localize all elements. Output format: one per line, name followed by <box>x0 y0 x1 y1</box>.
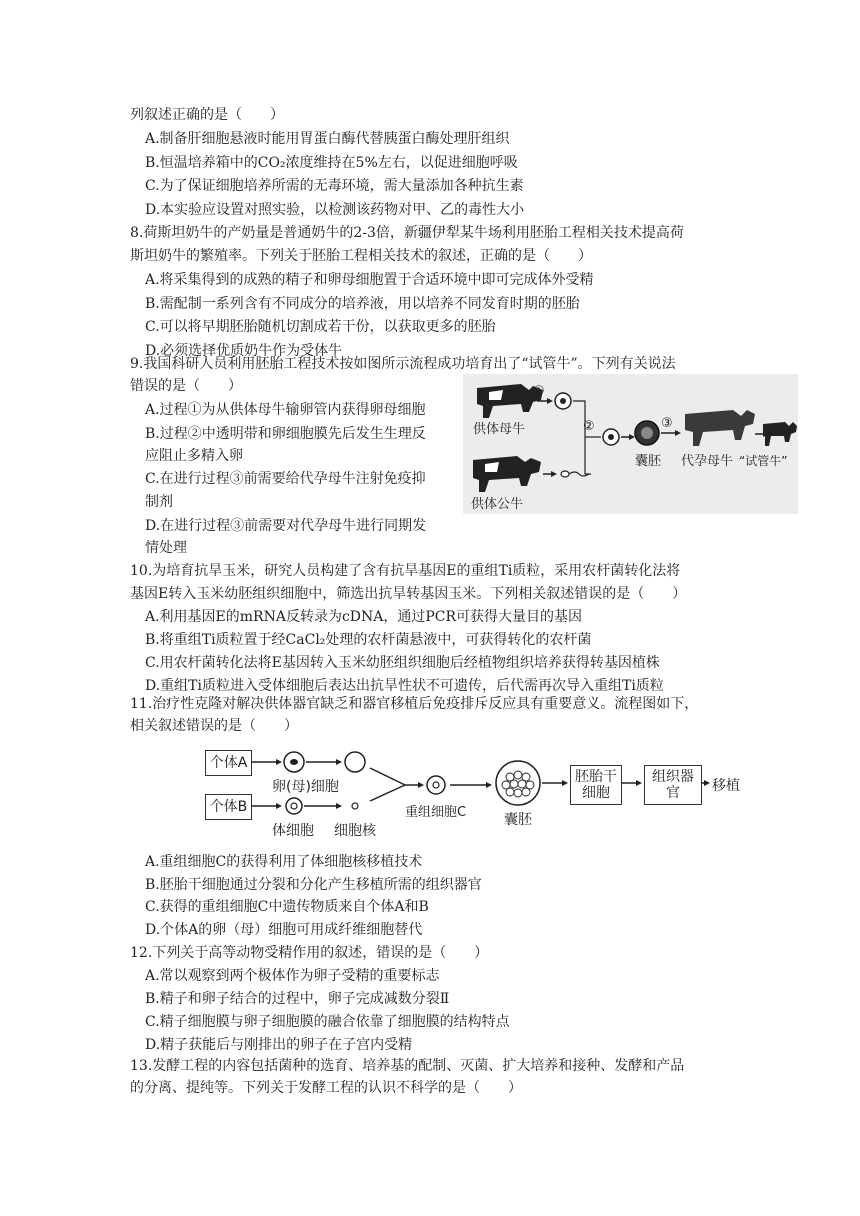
q9-option-a: A.过程①为从供体母牛输卵管内获得卵母细胞 <box>145 402 426 418</box>
q12-option-d: D.精子获能后与刚排出的卵子在子宫内受精 <box>145 1037 413 1053</box>
q11-option-a: A.重组细胞C的获得利用了体细胞核移植技术 <box>145 854 423 870</box>
q13-stem-line1: 13.发酵工程的内容包括菌种的选育、培养基的配制、灭菌、扩大培养和接种、发酵和产品 <box>130 1058 685 1074</box>
q9-option-d-line2: 情处理 <box>145 540 187 556</box>
q8-stem-line1: 8.荷斯坦奶牛的产奶量是普通奶牛的2-3倍，新疆伊犁某牛场利用胚胎工程相关技术提高荷 <box>130 225 684 241</box>
q11-option-b: B.胚胎干细胞通过分裂和分化产生移植所需的组织器官 <box>145 877 482 893</box>
q7-option-a: A.制备肝细胞悬液时能用胃蛋白酶代替胰蛋白酶处理肝组织 <box>145 131 510 147</box>
surrogate-label: 代孕母牛 <box>681 454 734 469</box>
q8-option-b: B.需配制一系列含有不同成分的培养液，用以培养不同发育时期的胚胎 <box>145 296 580 312</box>
nucleus-label: 细胞核 <box>334 823 376 839</box>
q10-stem-line1: 10.为培育抗旱玉米，研究人员构建了含有抗旱基因E的重组Ti质粒，采用农杆菌转化法将 <box>130 563 681 579</box>
nucleus-icon <box>352 803 358 809</box>
step-2-label: ② <box>583 419 595 434</box>
somatic-cell-label: 体细胞 <box>272 823 314 839</box>
surrogate-cow-icon <box>685 410 755 446</box>
step-1-label: ① <box>533 384 545 399</box>
q9-option-b-line1: B.过程②中透明带和卵细胞膜先后发生生理反 <box>145 426 426 442</box>
q12-option-b: B.精子和卵子结合的过程中，卵子完成减数分裂Ⅱ <box>145 991 450 1007</box>
q9-stem-line1: 9.我国科研人员利用胚胎工程技术按如图所示流程成功培育出了“试管牛”。下列有关说法 <box>130 356 676 372</box>
q12-option-c: C.精子细胞膜与卵子细胞膜的融合依靠了细胞膜的结构特点 <box>145 1014 510 1030</box>
q11-stem-line2: 相关叙述错误的是（ ） <box>130 718 298 734</box>
q9-option-b-line2: 应阻止多精入卵 <box>145 448 243 464</box>
q10-option-a: A.利用基因E的mRNA反转录为cDNA，通过PCR可获得大量目的基因 <box>145 609 583 625</box>
q8-option-d: D.必须选择优质奶牛作为受体牛 <box>145 343 343 359</box>
donor-bull-label: 供体公牛 <box>471 497 524 512</box>
q10-stem-line2: 基因E转入玉米幼胚组织细胞中，筛选出抗旱转基因玉米。下列相关叙述错误的是（ ） <box>130 586 687 602</box>
q7-option-d: D.本实验应设置对照实验，以检测该药物对甲、乙的毒性大小 <box>145 202 525 218</box>
oocyte-label: 卵(母)细胞 <box>272 779 339 795</box>
q10-option-d: D.重组Ti质粒进入受体细胞后表达出抗旱性状不可遗传，后代需再次导入重组Ti质粒 <box>145 678 664 694</box>
individual-a-box: 个体A <box>205 750 252 776</box>
q7-stem-tail: 列叙述正确的是（ ） <box>130 107 284 123</box>
tissue-organ-box: 组织器官 <box>644 765 702 805</box>
transplant-label: 移植 <box>712 778 740 794</box>
q11-flow-figure <box>200 743 760 841</box>
q11-option-d: D.个体A的卵（母）细胞可用成纤维细胞替代 <box>145 922 423 938</box>
q12-option-a: A.常以观察到两个极体作为卵子受精的重要标志 <box>145 968 440 984</box>
embryonic-stem-cell-box: 胚胎干细胞 <box>570 765 622 805</box>
individual-b-box: 个体B <box>205 794 252 820</box>
donor-bull-icon <box>473 456 541 492</box>
q9-option-c-line2: 制剂 <box>145 494 173 510</box>
q7-option-c: C.为了保证细胞培养所需的无毒环境，需大量添加各种抗生素 <box>145 178 524 194</box>
q11-option-c: C.获得的重组细胞C中遗传物质来自个体A和B <box>145 899 429 915</box>
q8-option-a: A.将采集得到的成熟的精子和卵母细胞置于合适环境中即可完成体外受精 <box>145 272 594 288</box>
q9-flow-figure <box>463 374 798 514</box>
q10-option-c: C.用农杆菌转化法将E基因转入玉米幼胚组织细胞后经植物组织培养获得转基因植株 <box>145 655 660 671</box>
sperm-icon <box>543 471 589 477</box>
q11-stem-line1: 11.治疗性克隆对解决供体器官缺乏和器官移植后免疫排斥反应具有重要意义。流程图如下， <box>130 696 699 712</box>
enucleated-oocyte-icon <box>345 752 365 772</box>
q7-option-b: B.恒温培养箱中的CO₂浓度维持在5%左右，以促进细胞呼吸 <box>145 155 518 171</box>
donor-cow-label: 供体母牛 <box>473 422 526 437</box>
q9-option-c-line1: C.在进行过程③前需要给代孕母牛注射免疫抑 <box>145 471 426 487</box>
q8-option-c: C.可以将早期胚胎随机切割成若干份，以获取更多的胚胎 <box>145 319 496 335</box>
blastocyst-label: 囊胚 <box>635 454 662 469</box>
step-3-label: ③ <box>661 416 673 431</box>
q10-option-b: B.将重组Ti质粒置于经CaCl₂处理的农杆菌悬液中，可获得转化的农杆菌 <box>145 632 592 648</box>
recombinant-cell-label: 重组细胞C <box>405 805 467 820</box>
q12-stem: 12.下列关于高等动物受精作用的叙述，错误的是（ ） <box>130 945 489 961</box>
calf-icon <box>763 422 797 446</box>
q9-stem-line2: 错误的是（ ） <box>130 378 242 394</box>
q13-stem-line2: 的分离、提纯等。下列关于发酵工程的认识不科学的是（ ） <box>130 1080 522 1096</box>
q9-option-d-line1: D.在进行过程③前需要对代孕母牛进行同期发 <box>145 518 427 534</box>
q8-stem-line2: 斯坦奶牛的繁殖率。下列关于胚胎工程相关技术的叙述，正确的是（ ） <box>130 248 592 264</box>
blastocyst-label-2: 囊胚 <box>504 812 532 828</box>
result-label: “试管牛” <box>739 454 788 468</box>
